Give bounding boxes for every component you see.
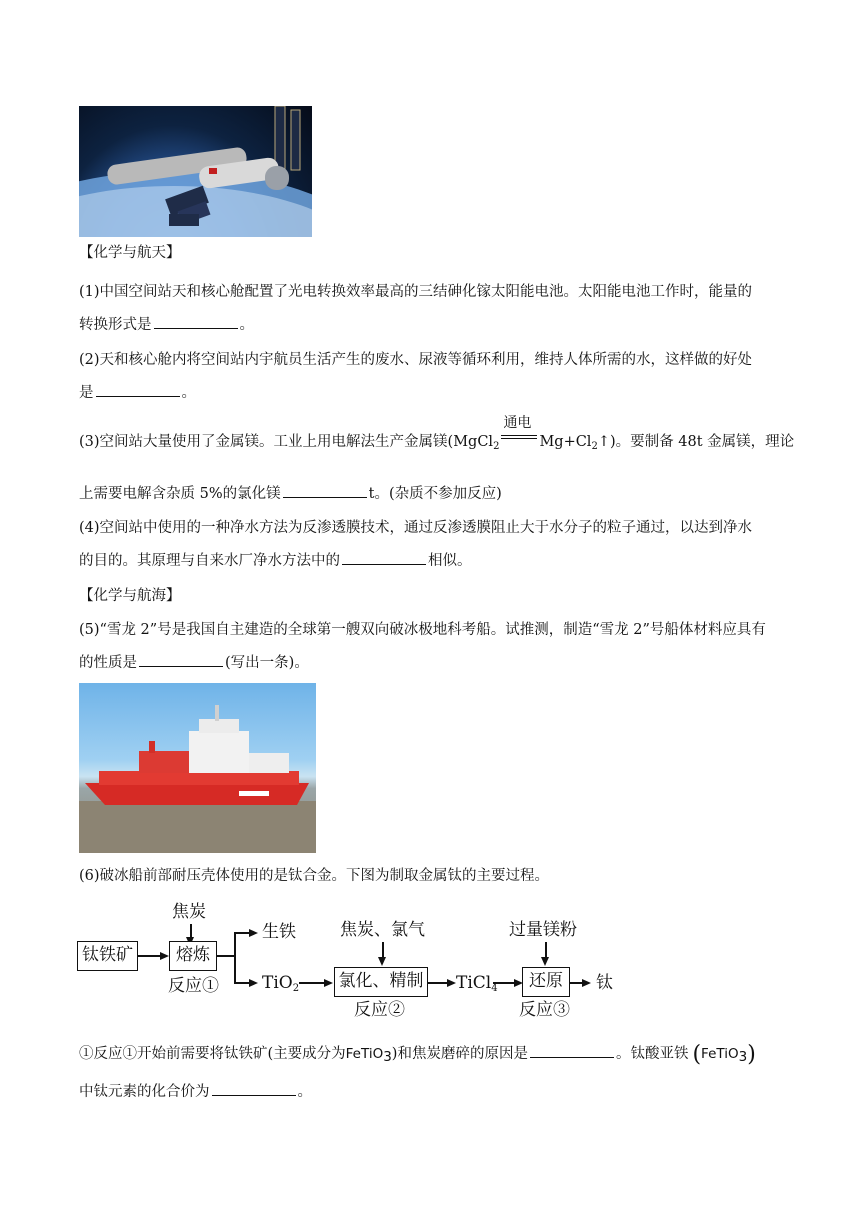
q1-line1: (1)中国空间站天和核心舱配置了光电转换效率最高的三结砷化镓太阳能电池。太阳能电池工作时，能量的 <box>79 284 753 300</box>
electrolysis-condition: 通电 <box>501 432 537 446</box>
answer-blank-q3[interactable] <box>283 483 367 498</box>
label-tio2: TiO$_2$ <box>262 973 300 994</box>
label-coke: 焦炭 <box>172 902 206 922</box>
section-title-aerospace: 【化学与航天】 <box>79 245 181 261</box>
label-reaction-2: 反应② <box>354 1000 405 1020</box>
answer-blank-q6-1[interactable] <box>530 1043 614 1058</box>
q2-line1: (2)天和核心舱内将空间站内宇航员生活产生的废水、尿液等循环利用，维持人体所需的水，这样做的好处 <box>79 352 753 368</box>
q2-line2: 是 。 <box>79 382 196 403</box>
q3-line1: (3)空间站大量使用了金属镁。工业上用电解法生产金属镁(MgCl$_2$ 通电 $Mg+Cl_2↑$)。要制备 48t 金属镁，理论 <box>79 415 795 452</box>
answer-blank-q5[interactable] <box>139 652 223 667</box>
box-smelting: 熔炼 <box>169 941 217 971</box>
q5-line1: (5)“雪龙 2”号是我国自主建造的全球第一艘双向破冰极地科考船。试推测，制造“雪龙 2”号船体材料应具有 <box>79 622 766 638</box>
q1-line2: 转换形式是 。 <box>79 314 254 335</box>
box-ilmenite-ore: 钛铁矿 <box>77 941 138 971</box>
q6-intro: (6)破冰船前部耐压壳体使用的是钛合金。下图为制取金属钛的主要过程。 <box>79 868 550 884</box>
answer-blank-q2[interactable] <box>96 382 180 397</box>
answer-blank-q1[interactable] <box>154 314 238 329</box>
answer-blank-q4[interactable] <box>342 550 426 565</box>
label-excess-magnesium: 过量镁粉 <box>509 920 577 940</box>
q5-line2: 的性质是 (写出一条)。 <box>79 652 309 673</box>
section-title-navigation: 【化学与航海】 <box>79 588 181 604</box>
space-station-photo <box>79 106 312 237</box>
q6-sub1: ①反应①开始前需要将钛铁矿(主要成分为FeTiO$_3$)和焦炭磨碎的原因是 。钛酸亚铁 (FeTiO$_3$) <box>79 1042 756 1067</box>
icebreaker-ship-photo <box>79 683 316 853</box>
q3-line2: 上需要电解含杂质 5%的氯化镁 t。(杂质不参加反应) <box>79 483 502 504</box>
q4-line1: (4)空间站中使用的一种净水方法为反渗透膜技术，通过反渗透膜阻止大于水分子的粒子通过，以达到净水 <box>79 520 753 536</box>
label-pig-iron: 生铁 <box>262 922 296 942</box>
box-chlorination-refining: 氯化、精制 <box>334 967 428 997</box>
q4-line2: 的目的。其原理与自来水厂净水方法中的 相似。 <box>79 550 472 571</box>
box-reduction: 还原 <box>522 967 570 997</box>
answer-blank-q6-2[interactable] <box>212 1081 296 1096</box>
label-coke-chlorine: 焦炭、氯气 <box>340 920 425 940</box>
q6-sub2: 中钛元素的化合价为 。 <box>79 1081 312 1102</box>
label-reaction-1: 反应① <box>168 976 219 996</box>
label-reaction-3: 反应③ <box>519 1000 570 1020</box>
label-titanium: 钛 <box>596 973 613 993</box>
label-ticl4: TiCl$_4$ <box>456 973 498 994</box>
